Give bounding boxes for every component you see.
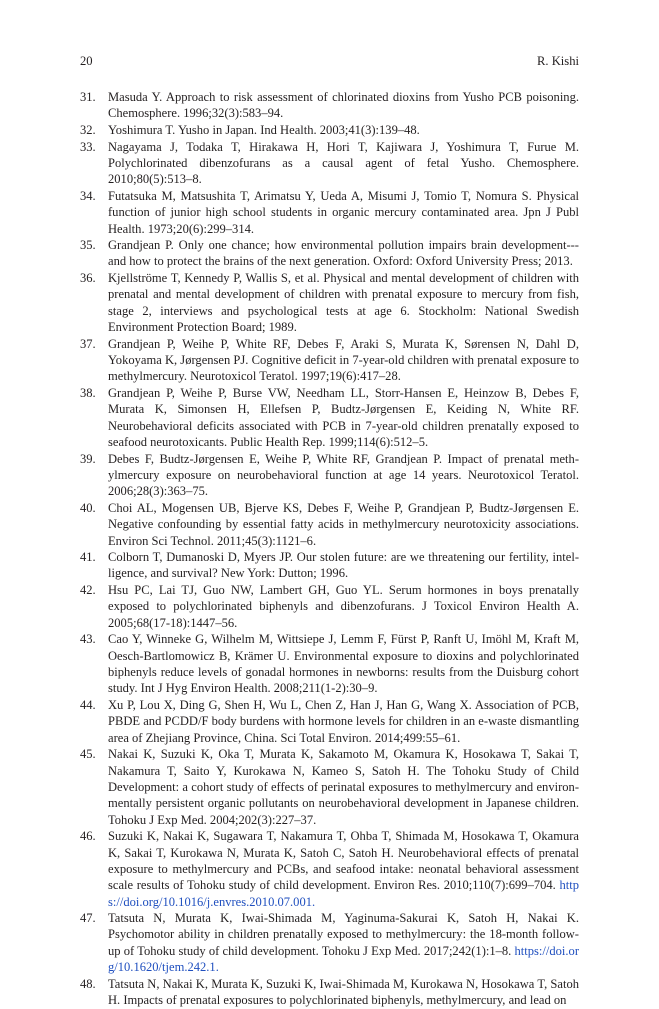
reference-number: 35.	[80, 238, 96, 253]
page-number: 20	[80, 54, 93, 68]
reference-text: Grandjean P, Weihe P, White RF, Debes F, Araki S, Murata K, Sørensen N, Dahl D, Yokoyama K, Jørgensen PJ. Cognitive deficit in 7-year-old children with prenatal exposure to methylmercury. Neurotoxicol Teratol. 1997;19(6):417–28.	[108, 336, 579, 384]
reference-item	[80, 122, 579, 138]
reference-item	[80, 89, 579, 122]
reference-number: 39.	[80, 451, 96, 466]
reference-text: Choi AL, Mogensen UB, Bjerve KS, Debes F, Weihe P, Grandjean P, Budtz-Jørgensen E. Negative confounding by essential fatty acids in methylmercury neurotoxicity associations. Environ Sci Technol. 2011;45(3):1121–6.	[108, 500, 579, 548]
reference-number: 48.	[80, 976, 96, 991]
reference-text: Grandjean P. Only one chance; how environmental pollution impairs brain development--- and how to protect the brains of the next generation. Oxford: Oxford University Press; 2013.	[108, 238, 579, 269]
reference-number: 45.	[80, 747, 96, 762]
reference-item	[80, 237, 579, 270]
doi-link[interactable]: https://doi.org/10.1016/j.envres.2010.07.001.	[108, 878, 579, 909]
reference-number: 46.	[80, 829, 96, 844]
reference-text: Debes F, Budtz-Jørgensen E, Weihe P, White RF, Grandjean P. Impact of prenatal methylmercury exposure on neurobehavioral function at age 14 years. Neurotoxicol Teratol. 2006;28(3):363–75.	[108, 451, 579, 499]
reference-item	[80, 188, 579, 237]
reference-number: 40.	[80, 500, 96, 515]
reference-number: 37.	[80, 336, 96, 351]
reference-item	[80, 385, 579, 450]
doi-link[interactable]: https://doi.org/10.1620/tjem.242.1.	[108, 943, 579, 975]
reference-number: 41.	[80, 550, 96, 565]
reference-item	[80, 270, 579, 335]
reference-text: Grandjean P, Weihe P, Burse VW, Needham LL, Storr-Hansen E, Heinzow B, Debes F, Murata K, Simonsen H, Ellefsen P, Budtz-Jørgensen E, Keiding N, White RF. Neurobehavioral deficits associated with PCB in 7-year-old children prenatally exposed to seafood neurotoxicants. Public Health Rep. 1999;114(6):512–5.	[108, 385, 579, 449]
reference-text: Futatsuka M, Matsushita T, Arimatsu Y, Ueda A, Misumi J, Tomio T, Nomura S. Physical function of junior high school students in organic mercury contaminated area. Jpn J Publ Health. 1973;20(6):299–314.	[108, 188, 579, 236]
reference-number: 44.	[80, 698, 96, 712]
reference-number: 38.	[80, 385, 96, 400]
running-head-author: R. Kishi	[537, 54, 579, 68]
reference-item	[80, 697, 579, 746]
reference-item	[80, 139, 579, 188]
reference-text: Tatsuta N, Murata K, Iwai-Shimada M, Yaginuma-Sakurai K, Satoh H, Nakai K. Psychomotor ability in children prenatally exposed to methylmercury: the 18-month follow-up of Tohoku study of child development. Tohoku J Exp Med. 2017;242(1):1–8.	[108, 911, 579, 958]
reference-text: Yoshimura T. Yusho in Japan. Ind Health. 2003;41(3):139–48.	[108, 122, 420, 137]
reference-text: Cao Y, Winneke G, Wilhelm M, Wittsiepe J, Lemm F, Fürst P, Ranft U, Imöhl M, Kraft M, Oesch-Bartlomowicz B, Krämer U. Environmental exposure to dioxins and polychlorinated biphenyls reduce levels of gonadal hormones in newborns: results from the Duisburg cohort study. Int J Hyg Environ Health. 2008;211(1-2):30–9.	[108, 632, 579, 696]
reference-list	[80, 89, 579, 1009]
reference-item	[80, 582, 579, 631]
reference-item	[80, 746, 579, 828]
reference-text: Hsu PC, Lai TJ, Guo NW, Lambert GH, Guo YL. Serum hormones in boys prenatally exposed to polychlorinated biphenyls and dibenzofurans. J Toxicol Environ Health A. 2005;68(17-18):1447–56.	[108, 583, 579, 630]
reference-item	[80, 500, 579, 549]
reference-item	[80, 631, 579, 696]
reference-text: Suzuki K, Nakai K, Sugawara T, Nakamura T, Ohba T, Shimada M, Hosokawa T, Okamura K, Sakai T, Kurokawa N, Murata K, Satoh C, Satoh H. Neurobehavioral effects of prenatal exposure to methylmercury and PCBs, and seafood intake: neonatal behavioral assessment scale results of Tohoku study of child development. Environ Res. 2010;110(7):699–704.	[108, 829, 579, 893]
reference-item	[80, 549, 579, 582]
reference-item	[80, 976, 579, 1009]
reference-item	[80, 828, 579, 910]
reference-text: Xu P, Lou X, Ding G, Shen H, Wu L, Chen Z, Han J, Han G, Wang X. Association of PCB, PBDE and PCDD/F body burdens with hormone levels for children in an e-waste dismantling area of Zhejiang Province, China. Sci Total Environ. 2014;499:55–61.	[108, 698, 579, 745]
reference-number: 42.	[80, 583, 96, 598]
reference-text: Tatsuta N, Nakai K, Murata K, Suzuki K, Iwai-Shimada M, Kurokawa N, Hosokawa T, Satoh H. Impacts of prenatal exposures to polychlorinated biphenyls, methylmercury, and lead on	[108, 976, 579, 1008]
reference-number: 33.	[80, 139, 96, 154]
reference-text: Nakai K, Suzuki K, Oka T, Murata K, Sakamoto M, Okamura K, Hosokawa T, Sakai T, Nakamura T, Saito Y, Kurokawa N, Kameo S, Satoh H. The Tohoku Study of Child Development: a cohort study of effects of perinatal exposures to methylmercury and environmentally persistent organic pollutants on neurobehavioral development in Japanese children. Tohoku J Exp Med. 2004;202(3):227–37.	[108, 747, 579, 827]
reference-number: 36.	[80, 271, 96, 286]
reference-item	[80, 336, 579, 385]
reference-number: 47.	[80, 911, 96, 926]
reference-number: 43.	[80, 632, 96, 647]
reference-number: 32.	[80, 122, 96, 137]
reference-text: Masuda Y. Approach to risk assessment of chlorinated dioxins from Yusho PCB poisoning. Chemosphere. 1996;32(3):583–94.	[108, 90, 579, 121]
reference-text: Nagayama J, Todaka T, Hirakawa H, Hori T, Kajiwara J, Yoshimura T, Furue M. Polychlorinated dibenzofurans as a causal agent of fetal Yusho. Chemosphere. 2010;80(5):513–8.	[108, 139, 579, 187]
reference-text: Colborn T, Dumanoski D, Myers JP. Our stolen future: are we threatening our fertility, intelligence, and survival? New York: Dutton; 1996.	[108, 550, 579, 581]
reference-item	[80, 451, 579, 500]
reference-number: 34.	[80, 188, 96, 203]
reference-number: 31.	[80, 90, 96, 104]
reference-text: Kjellströme T, Kennedy P, Wallis S, et al. Physical and mental development of children with prenatal and mental development of children with prenatal exposure to mercury from fish, stage 2, interviews and psychological tests at age 6. Stockholm: National Swedish Environment Protection Board; 1989.	[108, 271, 579, 335]
reference-item	[80, 910, 579, 975]
page-header	[80, 53, 579, 69]
